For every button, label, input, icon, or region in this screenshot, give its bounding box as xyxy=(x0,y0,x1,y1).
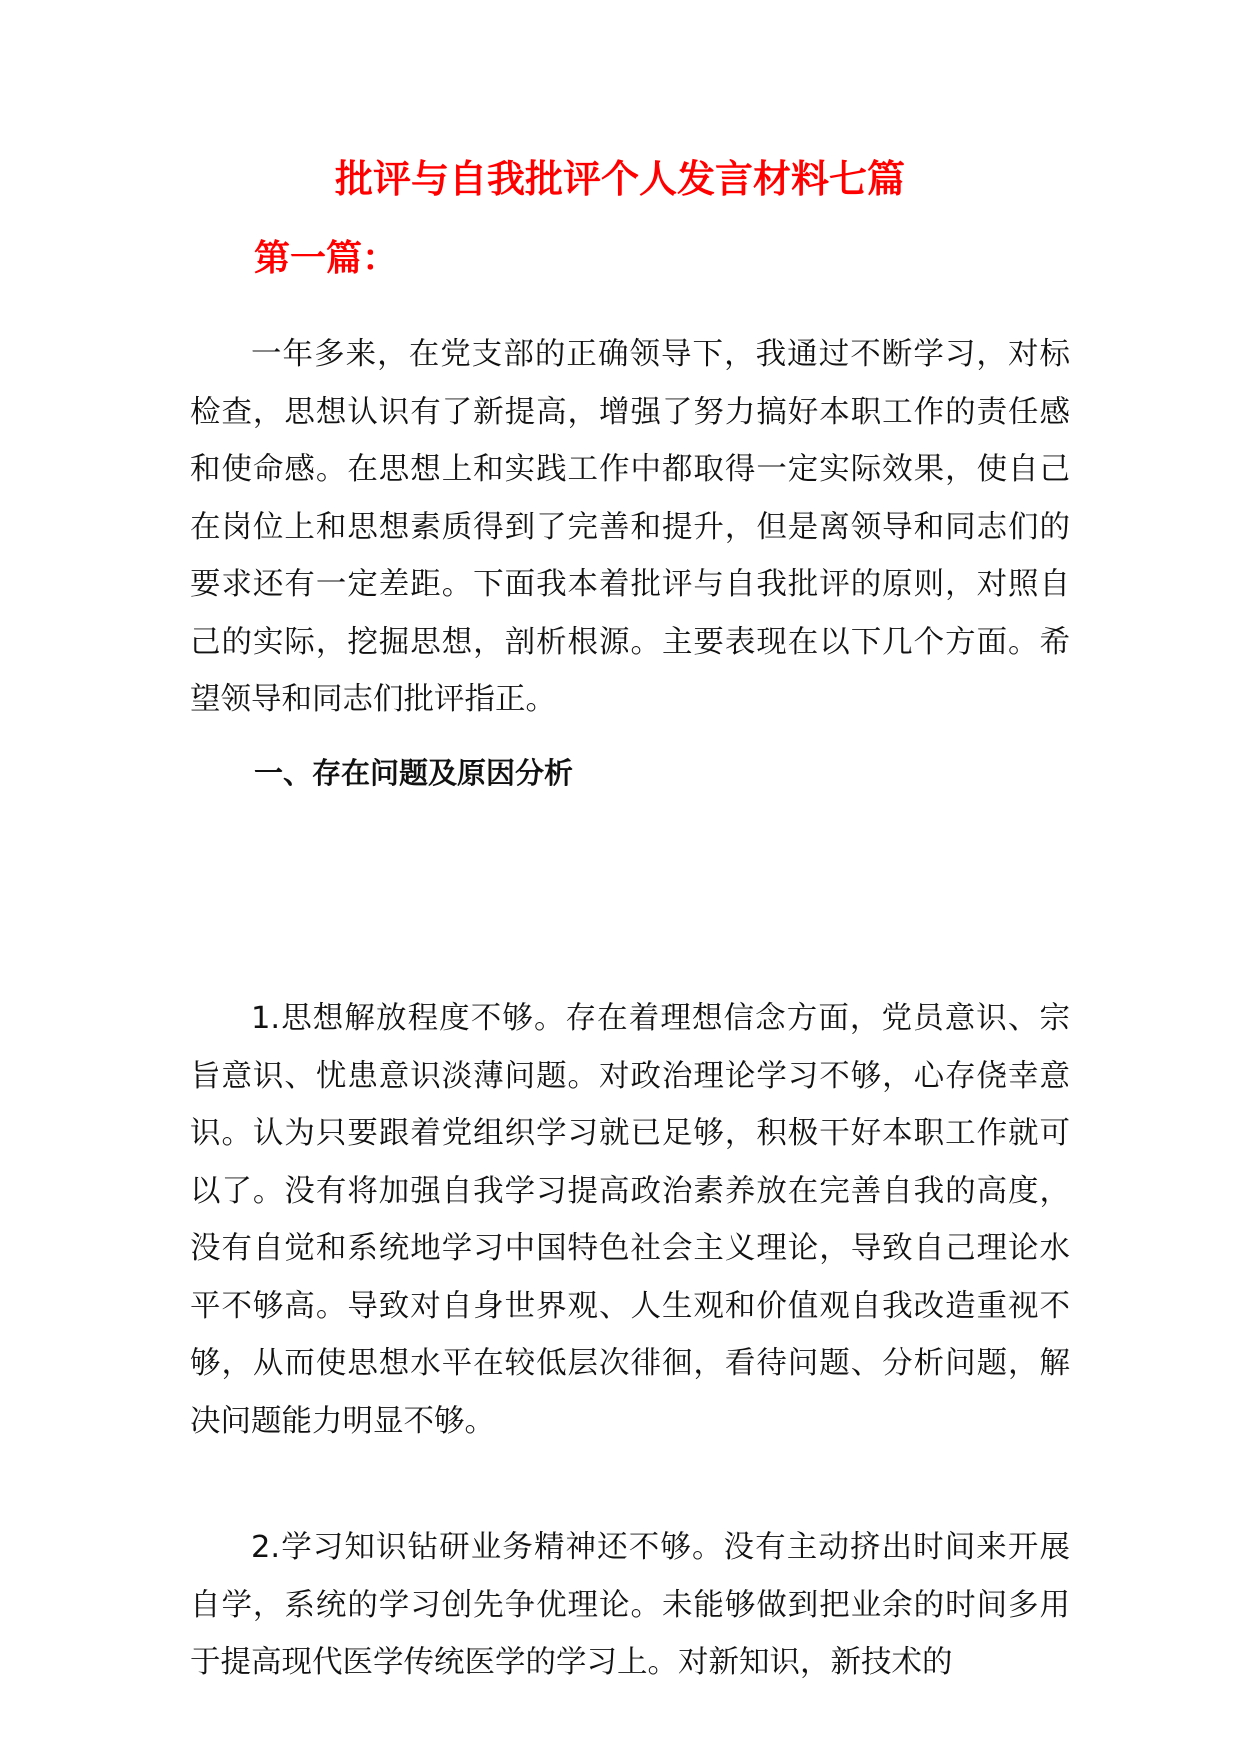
item-2-paragraph: 2.学习知识钻研业务精神还不够。没有主动挤出时间来开展自学，系统的学习创先争优理论。未能够做到把业余的时间多用于提高现代医学传统医学的学习上。对新知识，新技术的 xyxy=(190,1530,1070,1680)
document-title: 批评与自我批评个人发言材料七篇 xyxy=(334,156,905,201)
item-1-paragraph: 1.思想解放程度不够。存在着理想信念方面，党员意识、宗旨意识、忧患意识淡薄问题。对政治理论学习不够，心存侥幸意识。认为只要跟着党组织学习就已足够，积极干好本职工作就可以了。没有将加强自我学习提高政治素养放在完善自我的高度，没有自觉和系统地学习中国特色社会主义理论，导致自己理论水平不够高。导致对自身世界观、人生观和价值观自我改造重视不够，从而使思想水平在较低层次徘徊，看待问题、分析问题，解决问题能力明显不够。 xyxy=(190,1001,1070,1439)
subheading-problems-analysis: 一、存在问题及原因分析 xyxy=(254,756,574,790)
intro-paragraph: 一年多来，在党支部的正确领导下，我通过不断学习，对标检查，思想认识有了新提高，增强了努力搞好本职工作的责任感和使命感。在思想上和实践工作中都取得一定实际效果，使自己在岗位上和思想素质得到了完善和提升，但是离领导和同志们的要求还有一定差距。下面我本着批评与自我批评的原则，对照自己的实际，挖掘思想，剖析根源。主要表现在以下几个方面。希望领导和同志们批评指正。 xyxy=(190,337,1070,717)
section-heading: 第一篇： xyxy=(254,237,399,279)
